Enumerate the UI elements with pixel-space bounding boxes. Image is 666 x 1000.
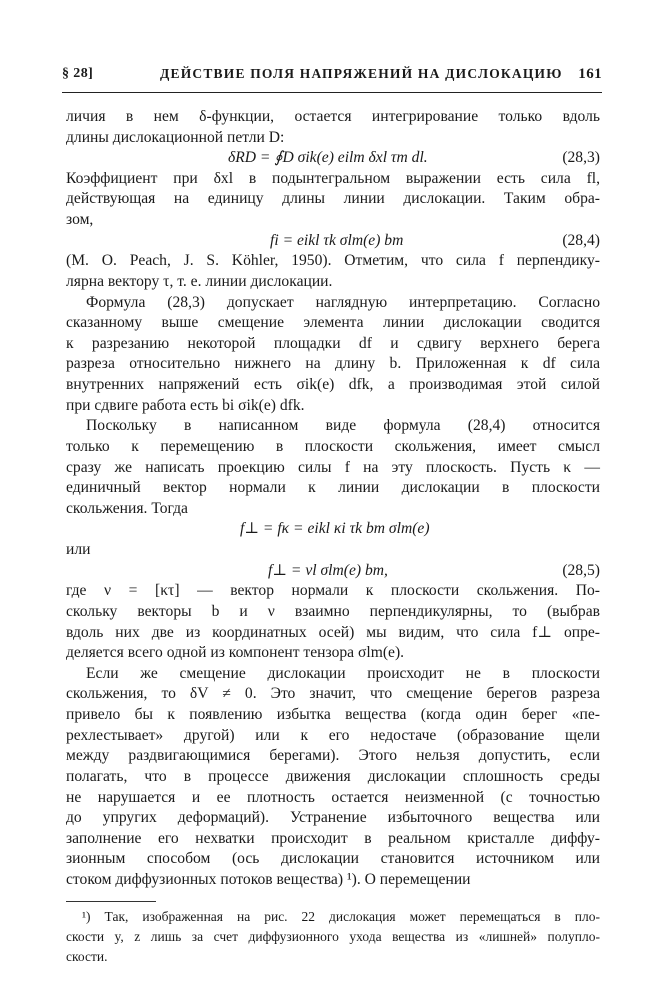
header-rule bbox=[62, 92, 602, 93]
text-line: скольку векторы b и ν взаимно перпендикулярны, то (выбрав bbox=[66, 603, 600, 620]
equation-number: (28,3) bbox=[562, 149, 600, 166]
text-line: действующая на единицу длины линии дислокации. Таким обра- bbox=[66, 190, 600, 207]
text-line: зионным способом (ось дислокации становится источником или bbox=[66, 850, 600, 867]
text-line: рехлестывает» другой) или к его недостаче (образование щели bbox=[66, 727, 600, 744]
text-line: Поскольку в написанном виде формула (28,4) относится bbox=[86, 417, 600, 434]
text-line: сразу же написать проекцию силы f на эту плоскость. Пусть κ — bbox=[66, 459, 600, 476]
text-line: вдоль них две из координатных осей) мы видим, что сила f⊥ опре- bbox=[66, 624, 600, 641]
text-line: между раздвигающимися берегами). Этого нельзя допустить, если bbox=[66, 747, 600, 764]
text-line: разреза относительно нижнего на длину b. Приложенная к df сила bbox=[66, 355, 600, 372]
text-line: личия в нем δ-функции, остается интегрирование только вдоль bbox=[66, 108, 600, 125]
text-line: Коэффициент при δxl в подынтегральном выражении есть сила fl, bbox=[66, 170, 600, 187]
text-line: привело бы к появлению избытка вещества (когда один берег «пе- bbox=[66, 706, 600, 723]
text-line: полагать, что в процессе движения дислокации сплошность среды bbox=[66, 768, 600, 785]
equation-number: (28,5) bbox=[562, 562, 600, 579]
text-line: только к перемещению в плоскости скольжения, имеет смысл bbox=[66, 438, 600, 455]
footnote-line: скости y, z лишь за счет диффузионного ухода вещества из «лишней» полупло- bbox=[66, 929, 600, 944]
text-line: скольжения, то δV ≠ 0. Это значит, что смещение берегов разреза bbox=[66, 685, 600, 702]
text-line: при сдвиге работа есть bi σik(e) dfk. bbox=[66, 397, 305, 414]
formula-28-5: f⊥ = νl σlm(e) bm, bbox=[268, 562, 388, 579]
running-header bbox=[62, 66, 602, 88]
formula-f-perp: f⊥ = fκ = eikl κi τk bm σlm(e) bbox=[240, 520, 430, 537]
text-line: сказанному выше смещение элемента линии дислокации сводится bbox=[66, 314, 600, 331]
section-number: § 28] bbox=[62, 66, 94, 81]
text-line: заполнение его нехватки происходит в реальном кристалле диффу- bbox=[66, 830, 600, 847]
text-line: деляется всего одной из компонент тензора σlm(e). bbox=[66, 644, 405, 661]
text-line: лярна вектору τ, т. е. линии дислокации. bbox=[66, 273, 333, 290]
equation-number: (28,4) bbox=[562, 232, 600, 249]
text-line: (M. O. Peach, J. S. Köhler, 1950). Отметим, что сила f перпендику- bbox=[66, 252, 600, 269]
text-line: или bbox=[66, 541, 91, 558]
text-line: Формула (28,3) допускает наглядную интерпретацию. Согласно bbox=[86, 294, 600, 311]
text-line: зом, bbox=[66, 211, 94, 228]
text-line: Если же смещение дислокации происходит не в плоскости bbox=[86, 665, 600, 682]
formula-28-4: fi = eikl τk σlm(e) bm bbox=[270, 232, 404, 249]
formula-28-3: δRD = ∮D σik(e) eilm δxl τm dl. bbox=[228, 149, 428, 166]
text-line: длины дислокационной петли D: bbox=[66, 129, 285, 146]
text-line: внутренних напряжений есть σik(e) dfk, а производимая этой силой bbox=[66, 376, 600, 393]
text-line: где ν = [κτ] — вектор нормали к плоскости скольжения. По- bbox=[66, 582, 600, 599]
text-line: до упругих деформаций). Устранение избыточного вещества или bbox=[66, 809, 600, 826]
footnote-line: скости. bbox=[66, 949, 108, 964]
footnote-line: ¹) Так, изображенная на рис. 22 дислокация может перемещаться в пло- bbox=[82, 909, 600, 924]
text-line: стоком диффузионных потоков вещества) ¹). О перемещении bbox=[66, 871, 471, 888]
text-line: к разрезанию некоторой площадки df и сдвигу верхнего берега bbox=[66, 335, 600, 352]
chapter-title: ДЕЙСТВИЕ ПОЛЯ НАПРЯЖЕНИЙ НА ДИСЛОКАЦИЮ bbox=[160, 66, 563, 81]
footnote-rule bbox=[66, 901, 156, 902]
page-number: 161 bbox=[578, 66, 602, 82]
text-line: скольжения. Тогда bbox=[66, 500, 188, 517]
text-line: не нарушается и ее плотность остается неизменной (с точностью bbox=[66, 789, 600, 806]
text-line: единичный вектор нормали к линии дислокации в плоскости bbox=[66, 479, 600, 496]
